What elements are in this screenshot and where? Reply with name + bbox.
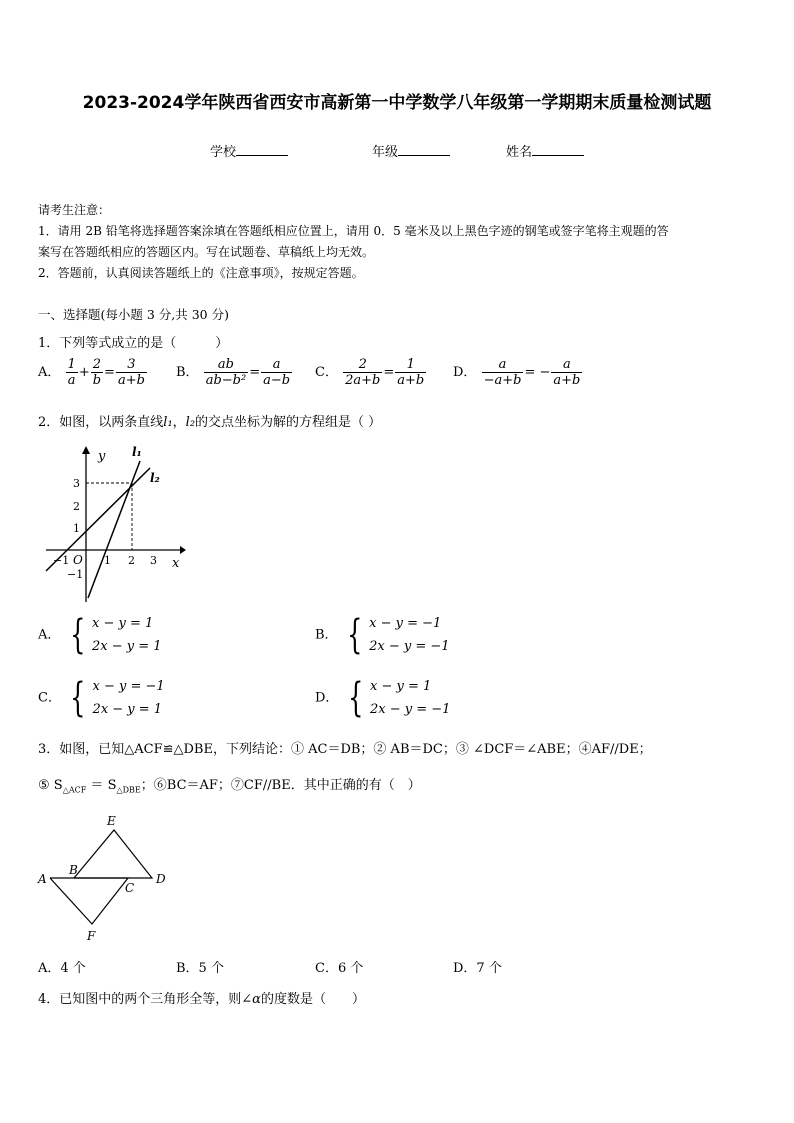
equation: x − y = 1 [91,616,154,631]
q2-a-label: A． [38,627,61,643]
q4-stem [38,988,365,1007]
denominator: ab−b² [205,373,247,388]
denominator: 2a+b [345,373,381,388]
q2-option-c [38,675,165,721]
denominator: b [92,373,102,388]
equation-system [342,612,450,658]
point-d-label: D [156,872,166,886]
grade-field [372,141,450,160]
q3-option-b: B．5 个 [176,961,224,976]
numerator: 1 [67,357,76,372]
q2-b-label: B． [315,627,338,643]
left-brace: { [346,612,363,658]
q3-triangle-figure [34,810,174,945]
q3-option-a: A．4 个 [38,961,86,976]
equation: 2x − y = 1 [92,702,163,717]
fraction [551,357,582,388]
section1-heading: 一、选择题(每小题 3 分,共 30 分) [38,307,229,322]
equals: ＝ S [86,778,117,793]
point-c-label: C [125,881,135,895]
line-l1-label: l₁ [132,445,142,459]
y-tick-label: 1 [73,522,80,535]
fraction [204,357,249,388]
point-f-label: F [87,929,96,943]
denominator: a−b [263,373,291,388]
alpha-symbol: α [252,992,261,1007]
q2-stem-post: 的交点坐标为解的方程组是（ ） [195,415,382,430]
operator: + [78,365,90,380]
fraction [343,357,382,388]
q3-option-d: D．7 个 [453,961,502,976]
notice-item1-line1: 1．请用 2B 铅笔将选择题答案涂填在答题纸相应位置上，请用 0．5 毫米及以上黑色字迹的钢笔或签字笔将主观题的答 [38,224,669,238]
denominator: a+b [117,373,145,388]
numerator: 3 [127,357,136,372]
numerator: ab [217,357,234,372]
name-blank [532,143,584,156]
numerator: 2 [358,357,367,372]
q1-option-c [315,357,427,388]
q3-stem-line1: 3．如图，已知△ACF≌△DBE，下列结论：① AC＝DB；② AB＝DC；③ ∠DCF＝∠ABE；④AF//DE； [38,742,652,757]
x-axis-label: x [172,556,180,571]
q1-option-b [176,357,293,388]
left-brace: { [70,675,86,721]
line-l2-label: l₂ [150,471,160,485]
q3-stem-pre: ⑤ S [38,778,63,793]
equation: x − y = 1 [370,679,432,694]
l2-label: l₂ [185,415,196,430]
notice-heading: 请考生注意： [38,203,111,217]
notice-item2: 2．答题前，认真阅读答题纸上的《注意事项》，按规定答题。 [38,266,364,280]
subscript: △DBE [116,785,141,795]
numerator: a [498,357,507,372]
q1-a-label: A． [38,365,61,380]
equation: 2x − y = −1 [370,702,451,717]
page-title: 2023-2024学年陕西省西安市高新第一中学数学八年级第一学期期末质量检测试题 [82,93,712,113]
q2-d-label: D． [315,690,339,706]
q4-stem-post: 的度数是（ ） [260,992,365,1007]
q2-stem-pre: 2．如图，以两条直线 [38,415,164,430]
triangle-acf [50,878,128,924]
q2-stem [38,411,381,430]
q3-stem-post: ；⑥BC＝AF；⑦CF//BE．其中正确的有（ ） [140,778,421,793]
q1-b-label: B． [176,365,199,380]
equation: x − y = −1 [369,616,442,631]
q1-option-a [38,357,148,388]
point-a-label: A [38,872,47,886]
subscript: △ACF [62,785,87,795]
fraction [482,357,524,388]
point-b-label: B [69,863,78,877]
point-e-label: E [107,814,116,828]
q1-c-label: C． [315,365,338,380]
left-brace: { [347,675,363,721]
name-label: 姓名 [506,145,533,160]
equation-system [343,675,451,721]
grade-blank [398,143,450,156]
equals: = − [524,365,551,380]
equation: 2x − y = 1 [91,639,162,654]
denominator: −a+b [483,373,522,388]
fraction [116,357,147,388]
equation-system [65,675,165,721]
q2-option-d [315,675,450,721]
equals: = [383,365,395,380]
equation: 2x − y = −1 [369,639,450,654]
equals: = [249,365,261,380]
grade-label: 年级 [372,145,399,160]
fraction [66,357,78,388]
school-field [210,141,288,160]
numerator: a [562,357,571,372]
x-axis-arrow [180,546,186,554]
y-tick-label: 3 [73,477,80,490]
x-tick-label: −1 [53,554,70,567]
denominator: a [67,373,76,388]
equals: = [104,365,115,380]
name-field [506,141,584,160]
q1-option-d [453,357,583,388]
l1-label: l₁ [163,415,173,430]
notice-item1-line2: 案写在答题纸相应的答题区内。写在试题卷、草稿纸上均无效。 [38,245,375,259]
y-tick-label: 2 [73,500,80,513]
q2-option-a [38,612,162,658]
fraction [395,357,426,388]
y-axis-label: y [98,449,106,464]
equation: x − y = −1 [92,679,165,694]
x-tick-label: 2 [128,554,135,567]
numerator: a [272,357,281,372]
school-label: 学校 [210,145,237,160]
triangle-dbe [74,830,152,878]
denominator: a+b [553,373,581,388]
q3-option-c: C．6 个 [315,961,364,976]
q2-sep: ， [172,415,186,430]
y-axis-arrow [82,446,90,454]
numerator: 2 [92,357,102,372]
fraction [261,357,292,388]
q2-c-label: C． [38,690,61,706]
school-blank [236,143,288,156]
numerator: 1 [406,357,415,372]
y-tick-label: −1 [67,568,84,581]
q2-coordinate-graph [40,440,190,605]
origin-label: O [73,553,83,567]
q2-option-b [315,612,450,658]
denominator: a+b [397,373,425,388]
q1-d-label: D． [453,365,477,380]
q1-stem: 1．下列等式成立的是（ ） [38,336,229,351]
equation-system [65,612,162,658]
x-tick-label: 3 [150,554,157,567]
left-brace: { [69,612,85,658]
q4-stem-pre: 4．已知图中的两个三角形全等，则∠ [38,992,253,1007]
x-tick-label: 1 [104,554,111,567]
fraction [91,357,103,388]
q3-stem-line2 [38,774,421,795]
